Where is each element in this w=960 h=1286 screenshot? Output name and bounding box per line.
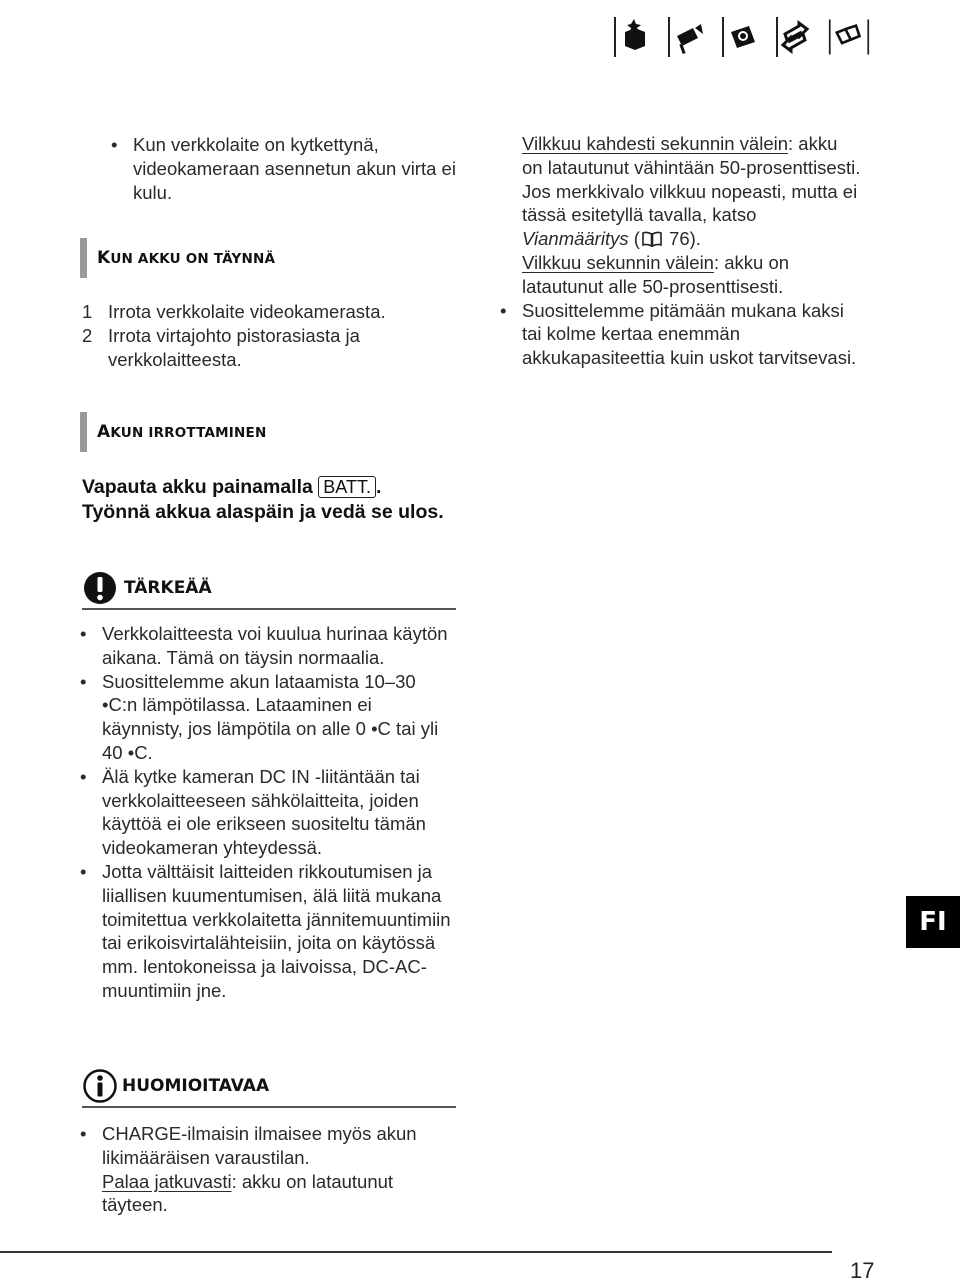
list-item: • CHARGE-ilmaisin ilmaisee myös akun likimääräisen varaustilan.: [80, 1122, 452, 1170]
charge-indicator-details: [522, 132, 862, 370]
heading-bar: [80, 238, 87, 278]
photo-camera-icon: [720, 16, 762, 58]
divider: [82, 608, 456, 610]
list-item: • Verkkolaitteesta voi kuulua hurinaa käytön aikana. Tämä on täysin normaalia.: [80, 622, 452, 670]
step-1: 1 Irrota verkkolaite videokamerasta.: [82, 301, 386, 322]
section-heading-battery-full: [80, 238, 275, 278]
important-list: [80, 622, 452, 1003]
remove-instructions: Vapauta akku painamalla BATT. . Työnnä akkua alaspäin ja vedä se ulos.: [82, 476, 444, 523]
ac-adapter-note: • Kun verkkolaite on kytkettynä, videokameraan asennetun akun virta ei kulu.: [111, 133, 473, 204]
blink-once-item: Vilkkuu sekunnin välein: akku on latautunut alle 50-prosenttisesti.: [522, 251, 790, 297]
footer-rule: [0, 1251, 832, 1253]
heading-text: AKUN IRROTTAMINEN: [97, 422, 267, 442]
transfer-arrows-icon: [774, 16, 816, 58]
list-subitem: Palaa jatkuvasti: akku on latautunut täyteen.: [102, 1170, 394, 1216]
exclamation-icon: [82, 570, 118, 606]
page-number: 17: [850, 1258, 875, 1283]
blink-twice-item: Vilkkuu kahdesti sekunnin välein: akku on latautunut vähintään 50-prosenttisesti. Jos merkkivalo vilkkuu nopeasti, mutta ei tässä esitetyllä tavalla, katso Vianmääritys ( 76).: [522, 133, 861, 250]
heading-bar: [80, 412, 87, 452]
divider: [82, 1106, 456, 1108]
steps-list: [82, 300, 462, 371]
notes-list: [80, 1122, 452, 1217]
heading-text: KUN AKKU ON TÄYNNÄ: [97, 248, 276, 268]
notes-header: HUOMIOITAVAA: [82, 1068, 456, 1104]
batt-key: BATT.: [318, 476, 376, 498]
info-icon: [82, 1068, 118, 1104]
spare-battery-tip: • Suosittelemme pitämään mukana kaksi tai kolme kertaa enemmän akkukapasiteettia kuin uskot tarvitsevasi.: [500, 299, 862, 370]
language-tab: FI: [906, 896, 960, 948]
wrench-star-icon: [612, 16, 654, 58]
list-item: • Suosittelemme akun lataamista 10–30 •C:n lämpötilassa. Lataaminen ei käynnisty, jos lämpötila on alle 0 •C tai yli 40 •C.: [80, 670, 452, 765]
top-icon-bar: [612, 16, 870, 58]
book-ref-icon: [642, 231, 662, 247]
list-item: • Älä kytke kameran DC IN -liitäntään tai verkkolaitteeseen sähkölaitteita, joiden käyttöä ei ole erikseen suositeltu tämän videokameran yhteydessä.: [80, 765, 452, 860]
important-header: TÄRKEÄÄ: [82, 570, 456, 606]
step-2: 2 Irrota virtajohto pistorasiasta ja verkkolaitteesta.: [82, 324, 360, 370]
important-section: [82, 570, 456, 610]
book-icon: [828, 16, 870, 58]
section-heading-remove-battery: [80, 412, 266, 452]
video-camera-icon: [666, 16, 708, 58]
notes-section: [82, 1068, 456, 1108]
list-item: • Jotta välttäisit laitteiden rikkoutumisen ja liiallisen kuumentumisen, älä liitä mukana toimitettua verkkolaitetta jännitemuuntimiin tai erikoisvirtalähteisiin, joita on käytössä mm. lentokoneissa ja laivoissa, DC-AC-muuntimiin jne.: [80, 860, 452, 1003]
